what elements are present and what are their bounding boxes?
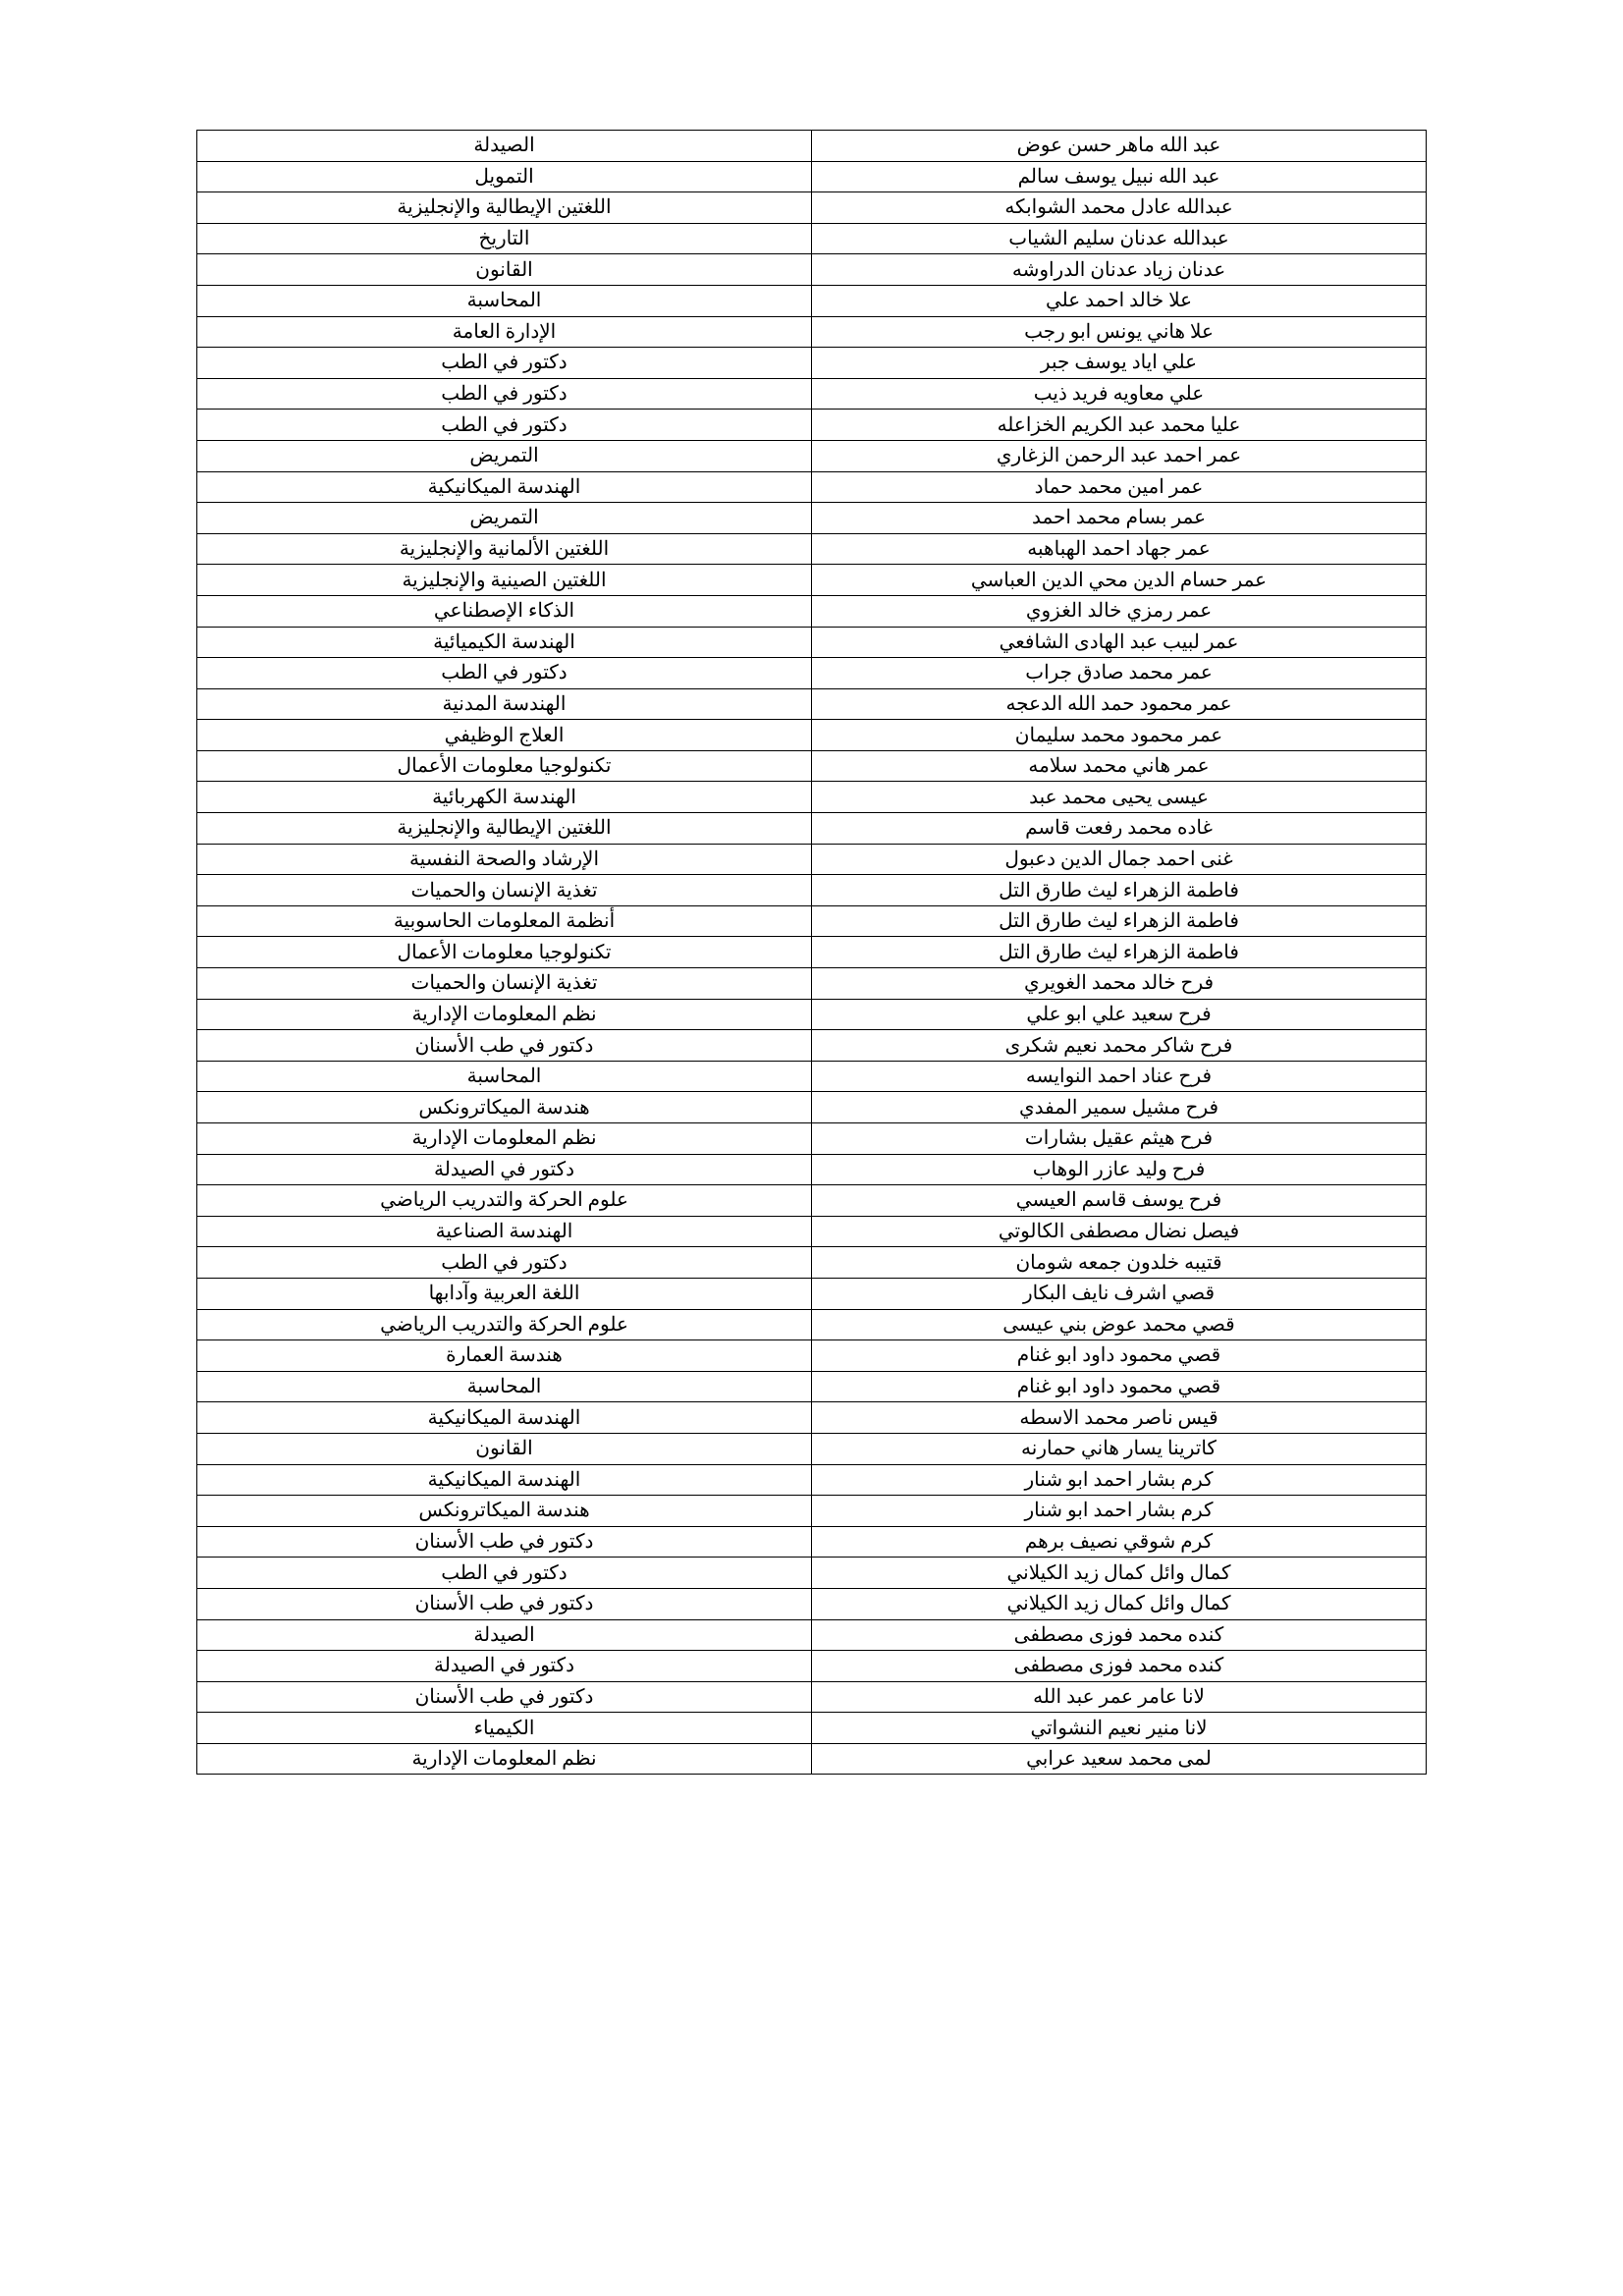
table-row bbox=[197, 937, 1427, 968]
major-cell: تغذية الإنسان والحميات bbox=[197, 968, 812, 1000]
major-cell: تغذية الإنسان والحميات bbox=[197, 875, 812, 906]
major-cell: الهندسة الصناعية bbox=[197, 1216, 812, 1247]
student-name-cell: لمى محمد سعيد عرابي bbox=[812, 1743, 1427, 1775]
student-name-cell: قتيبه خلدون جمعه شومان bbox=[812, 1247, 1427, 1279]
table-row bbox=[197, 750, 1427, 782]
student-name-cell: غاده محمد رفعت قاسم bbox=[812, 813, 1427, 845]
names-table-body bbox=[197, 131, 1427, 1775]
table-row bbox=[197, 782, 1427, 813]
major-cell: اللغتين الصينية والإنجليزية bbox=[197, 565, 812, 596]
major-cell: دكتور في طب الأسنان bbox=[197, 1526, 812, 1558]
student-name-cell: كمال وائل كمال زيد الكيلاني bbox=[812, 1558, 1427, 1589]
student-name-cell: فرح يوسف قاسم العيسي bbox=[812, 1185, 1427, 1217]
major-cell: دكتور في الصيدلة bbox=[197, 1154, 812, 1185]
major-cell: الكيمياء bbox=[197, 1713, 812, 1744]
major-cell: الهندسة الكهربائية bbox=[197, 782, 812, 813]
student-name-cell: علا هاني يونس ابو رجب bbox=[812, 316, 1427, 348]
major-cell: الذكاء الإصطناعي bbox=[197, 595, 812, 627]
table-row bbox=[197, 348, 1427, 379]
student-name-cell: قصي محمود داود ابو غنام bbox=[812, 1340, 1427, 1372]
table-row bbox=[197, 254, 1427, 286]
table-row bbox=[197, 1464, 1427, 1496]
table-row bbox=[197, 968, 1427, 1000]
major-cell: التمريض bbox=[197, 440, 812, 471]
major-cell: نظم المعلومات الإدارية bbox=[197, 1123, 812, 1155]
student-name-cell: غنى احمد جمال الدين دعبول bbox=[812, 844, 1427, 875]
student-name-cell: فرح وليد عازر الوهاب bbox=[812, 1154, 1427, 1185]
table-row bbox=[197, 1154, 1427, 1185]
table-row bbox=[197, 1278, 1427, 1309]
major-cell: علوم الحركة والتدريب الرياضي bbox=[197, 1185, 812, 1217]
major-cell: القانون bbox=[197, 1433, 812, 1464]
table-row bbox=[197, 1216, 1427, 1247]
major-cell: دكتور في الطب bbox=[197, 1247, 812, 1279]
table-row bbox=[197, 720, 1427, 751]
major-cell: دكتور في طب الأسنان bbox=[197, 1681, 812, 1713]
table-row bbox=[197, 316, 1427, 348]
major-cell: اللغتين الإيطالية والإنجليزية bbox=[197, 192, 812, 224]
student-name-cell: عمر بسام محمد احمد bbox=[812, 503, 1427, 534]
major-cell: التاريخ bbox=[197, 223, 812, 254]
major-cell: دكتور في الطب bbox=[197, 658, 812, 689]
major-cell: دكتور في طب الأسنان bbox=[197, 1030, 812, 1062]
student-name-cell: عليا محمد عبد الكريم الخزاعله bbox=[812, 410, 1427, 441]
major-cell: دكتور في طب الأسنان bbox=[197, 1588, 812, 1619]
table-row bbox=[197, 813, 1427, 845]
student-name-cell: عمر هاني محمد سلامه bbox=[812, 750, 1427, 782]
student-name-cell: قصي محمود داود ابو غنام bbox=[812, 1371, 1427, 1402]
table-row bbox=[197, 223, 1427, 254]
student-name-cell: كرم شوقي نصيف برهم bbox=[812, 1526, 1427, 1558]
table-row bbox=[197, 627, 1427, 658]
table-row bbox=[197, 1713, 1427, 1744]
major-cell: المحاسبة bbox=[197, 1371, 812, 1402]
major-cell: التمريض bbox=[197, 503, 812, 534]
table-row bbox=[197, 1092, 1427, 1123]
student-name-cell: فرح عناد احمد النوايسه bbox=[812, 1061, 1427, 1092]
student-name-cell: لانا منير نعيم النشواتي bbox=[812, 1713, 1427, 1744]
major-cell: الهندسة الميكانيكية bbox=[197, 1464, 812, 1496]
student-name-cell: فرح هيثم عقيل بشارات bbox=[812, 1123, 1427, 1155]
table-row bbox=[197, 1402, 1427, 1434]
major-cell: تكنولوجيا معلومات الأعمال bbox=[197, 937, 812, 968]
major-cell: اللغتين الإيطالية والإنجليزية bbox=[197, 813, 812, 845]
major-cell: الإدارة العامة bbox=[197, 316, 812, 348]
student-name-cell: فرح سعيد علي ابو علي bbox=[812, 999, 1427, 1030]
major-cell: هندسة الميكاترونكس bbox=[197, 1496, 812, 1527]
student-name-cell: كنده محمد فوزى مصطفى bbox=[812, 1651, 1427, 1682]
major-cell: نظم المعلومات الإدارية bbox=[197, 999, 812, 1030]
major-cell: دكتور في الطب bbox=[197, 378, 812, 410]
table-row bbox=[197, 1588, 1427, 1619]
student-name-cell: قيس ناصر محمد الاسطه bbox=[812, 1402, 1427, 1434]
table-row bbox=[197, 1558, 1427, 1589]
major-cell: اللغتين الألمانية والإنجليزية bbox=[197, 533, 812, 565]
major-cell: علوم الحركة والتدريب الرياضي bbox=[197, 1309, 812, 1340]
major-cell: دكتور في الصيدلة bbox=[197, 1651, 812, 1682]
table-row bbox=[197, 1030, 1427, 1062]
table-row bbox=[197, 875, 1427, 906]
table-row bbox=[197, 844, 1427, 875]
major-cell: نظم المعلومات الإدارية bbox=[197, 1743, 812, 1775]
table-row bbox=[197, 1309, 1427, 1340]
table-row bbox=[197, 410, 1427, 441]
table-row bbox=[197, 565, 1427, 596]
student-name-cell: عمر احمد عبد الرحمن الزغاري bbox=[812, 440, 1427, 471]
table-row bbox=[197, 440, 1427, 471]
student-name-cell: فرح شاكر محمد نعيم شكرى bbox=[812, 1030, 1427, 1062]
major-cell: القانون bbox=[197, 254, 812, 286]
table-row bbox=[197, 1185, 1427, 1217]
student-name-cell: عمر لبيب عبد الهادى الشافعي bbox=[812, 627, 1427, 658]
major-cell: المحاسبة bbox=[197, 1061, 812, 1092]
major-cell: دكتور في الطب bbox=[197, 410, 812, 441]
table-row bbox=[197, 1061, 1427, 1092]
table-row bbox=[197, 1743, 1427, 1775]
student-name-cell: عمر حسام الدين محي الدين العباسي bbox=[812, 565, 1427, 596]
table-row bbox=[197, 1123, 1427, 1155]
major-cell: العلاج الوظيفي bbox=[197, 720, 812, 751]
table-row bbox=[197, 905, 1427, 937]
table-row bbox=[197, 131, 1427, 162]
table-row bbox=[197, 285, 1427, 316]
table-row bbox=[197, 1433, 1427, 1464]
student-name-cell: كمال وائل كمال زيد الكيلاني bbox=[812, 1588, 1427, 1619]
names-table-container bbox=[0, 130, 1623, 1775]
student-name-cell: عبد الله نبيل يوسف سالم bbox=[812, 161, 1427, 192]
table-row bbox=[197, 1681, 1427, 1713]
table-row bbox=[197, 1340, 1427, 1372]
table-row bbox=[197, 533, 1427, 565]
major-cell: دكتور في الطب bbox=[197, 1558, 812, 1589]
student-name-cell: عمر محمود حمد الله الدعجه bbox=[812, 688, 1427, 720]
table-row bbox=[197, 161, 1427, 192]
table-row bbox=[197, 1619, 1427, 1651]
table-row bbox=[197, 595, 1427, 627]
student-name-cell: عمر امين محمد حماد bbox=[812, 471, 1427, 503]
table-row bbox=[197, 192, 1427, 224]
major-cell: الإرشاد والصحة النفسية bbox=[197, 844, 812, 875]
major-cell: التمويل bbox=[197, 161, 812, 192]
student-name-cell: فرح خالد محمد الغويري bbox=[812, 968, 1427, 1000]
table-row bbox=[197, 1526, 1427, 1558]
student-name-cell: علا خالد احمد علي bbox=[812, 285, 1427, 316]
table-row bbox=[197, 503, 1427, 534]
student-name-cell: قصي محمد عوض بني عيسى bbox=[812, 1309, 1427, 1340]
major-cell: الهندسة الكيميائية bbox=[197, 627, 812, 658]
student-name-cell: لانا عامر عمر عبد الله bbox=[812, 1681, 1427, 1713]
student-name-cell: عمر جهاد احمد الهباهبه bbox=[812, 533, 1427, 565]
major-cell: تكنولوجيا معلومات الأعمال bbox=[197, 750, 812, 782]
major-cell: هندسة الميكاترونكس bbox=[197, 1092, 812, 1123]
student-name-cell: فاطمة الزهراء ليث طارق التل bbox=[812, 937, 1427, 968]
student-name-cell: فرح مشيل سمير المفدي bbox=[812, 1092, 1427, 1123]
table-row bbox=[197, 1651, 1427, 1682]
student-name-cell: عبدالله عدنان سليم الشياب bbox=[812, 223, 1427, 254]
student-name-cell: قصي اشرف نايف البكار bbox=[812, 1278, 1427, 1309]
student-name-cell: كرم بشار احمد ابو شنار bbox=[812, 1496, 1427, 1527]
major-cell: الهندسة المدنية bbox=[197, 688, 812, 720]
student-name-cell: عبدالله عادل محمد الشوابكه bbox=[812, 192, 1427, 224]
student-name-cell: كرم بشار احمد ابو شنار bbox=[812, 1464, 1427, 1496]
table-row bbox=[197, 471, 1427, 503]
major-cell: المحاسبة bbox=[197, 285, 812, 316]
major-cell: الصيدلة bbox=[197, 131, 812, 162]
student-name-cell: فيصل نضال مصطفى الكالوتي bbox=[812, 1216, 1427, 1247]
student-name-cell: علي اياد يوسف جبر bbox=[812, 348, 1427, 379]
names-table bbox=[196, 130, 1427, 1775]
student-name-cell: عمر محمود محمد سليمان bbox=[812, 720, 1427, 751]
student-name-cell: عدنان زياد عدنان الدراوشه bbox=[812, 254, 1427, 286]
student-name-cell: علي معاويه فريد ذيب bbox=[812, 378, 1427, 410]
table-row bbox=[197, 658, 1427, 689]
table-row bbox=[197, 1247, 1427, 1279]
major-cell: اللغة العربية وآدابها bbox=[197, 1278, 812, 1309]
table-row bbox=[197, 1496, 1427, 1527]
major-cell: الهندسة الميكانيكية bbox=[197, 1402, 812, 1434]
table-row bbox=[197, 1371, 1427, 1402]
student-name-cell: كاترينا يسار هاني حمارنه bbox=[812, 1433, 1427, 1464]
student-name-cell: كنده محمد فوزى مصطفى bbox=[812, 1619, 1427, 1651]
table-row bbox=[197, 688, 1427, 720]
student-name-cell: عيسى يحيى محمد عبد bbox=[812, 782, 1427, 813]
table-row bbox=[197, 999, 1427, 1030]
student-name-cell: عبد الله ماهر حسن عوض bbox=[812, 131, 1427, 162]
major-cell: أنظمة المعلومات الحاسوبية bbox=[197, 905, 812, 937]
student-name-cell: عمر محمد صادق جراب bbox=[812, 658, 1427, 689]
student-name-cell: فاطمة الزهراء ليث طارق التل bbox=[812, 905, 1427, 937]
student-name-cell: عمر رمزي خالد الغزوي bbox=[812, 595, 1427, 627]
major-cell: الصيدلة bbox=[197, 1619, 812, 1651]
table-row bbox=[197, 378, 1427, 410]
major-cell: دكتور في الطب bbox=[197, 348, 812, 379]
major-cell: هندسة العمارة bbox=[197, 1340, 812, 1372]
major-cell: الهندسة الميكانيكية bbox=[197, 471, 812, 503]
student-name-cell: فاطمة الزهراء ليث طارق التل bbox=[812, 875, 1427, 906]
